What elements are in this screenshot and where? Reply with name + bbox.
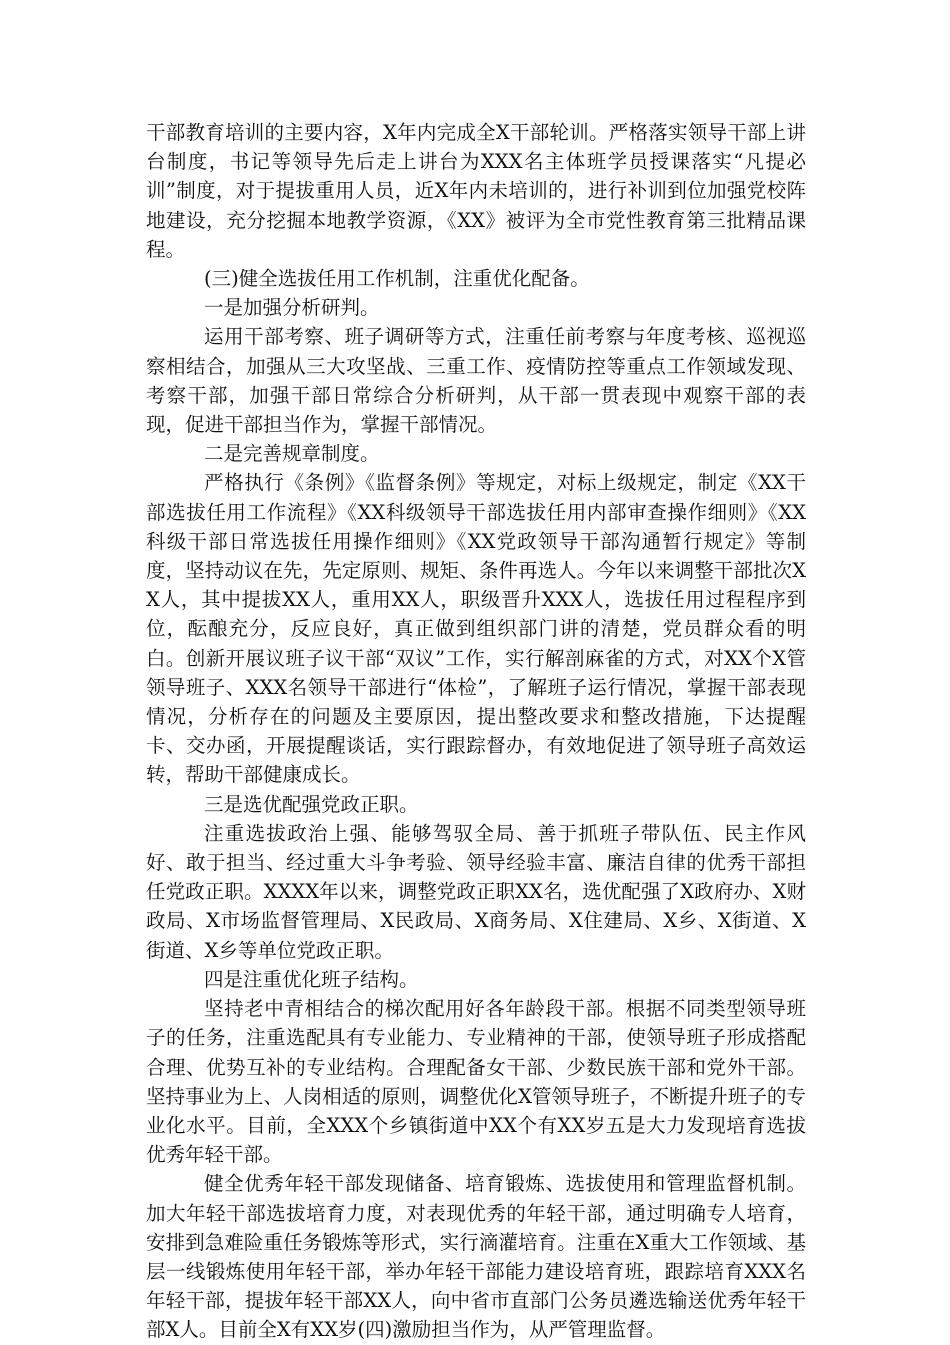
subheading-3: 三是选优配强党政正职。 [204, 792, 419, 816]
subheading-1: 一是加强分析研判。 [204, 296, 380, 320]
paragraph-analysis: 运用干部考察、班子调研等方式，注重任前考察与年度考核、巡视巡察相结合，加强从三大攻坚战、三重工作、疫情防控等重点工作领域发现、考察干部，加强干部日常综合分析研判，从干部一贯表现中观察干部的表现，促进干部担当作为，掌握干部情况。 [146, 325, 806, 437]
paragraph-leaders: 注重选拔政治上强、能够驾驭全局、善于抓班子带队伍、民主作风好、敢于担当、经过重大斗争考验、领导经验丰富、廉洁自律的优秀干部担任党政正职。XXXX年以来，调整党政正职XX名，选优配强了X政府办、X财政局、X市场监督管理局、X民政局、X商务局、X住建局、X乡、X街道、X街道、X乡等单位党政正职。 [146, 821, 806, 962]
subheading-2: 二是完善规章制度。 [204, 442, 380, 466]
paragraph-young-cadres: 健全优秀年轻干部发现储备、培育锻炼、选拔使用和管理监督机制。加大年轻干部选拔培育力度，对表现优秀的年轻干部，通过明确专人培育，安排到急难险重任务锻炼等形式，实行滴灌培育。注重在X重大工作领域、基层一线锻炼使用年轻干部，举办年轻干部能力建设培育班，跟踪培育XXX名年轻干部，提拔年轻干部XX人，向中省市直部门公务员遴选输送优秀年轻干部X人。目前全X有XX岁(四)激励担当作为，从严管理监督。 [146, 1172, 806, 1342]
paragraph-training: 干部教育培训的主要内容，X年内完成全X干部轮训。严格落实领导干部上讲台制度，书记等领导先后走上讲台为XXX名主体班学员授课落实“凡提必训”制度，对于提拔重用人员，近X年内未培训的，进行补训到位加强党校阵地建设，充分挖掘本地教学资源，《XX》被评为全市党性教育第三批精品课程。 [146, 121, 806, 261]
section-heading-3: (三)健全选拔任用工作机制，注重优化配备。 [204, 267, 590, 291]
paragraph-rules: 严格执行《条例》《监督条例》等规定，对标上级规定，制定《XX干部选拔任用工作流程》《XX科级领导干部选拔任用内部审查操作细则》《XX科级干部日常选拔任用操作细则》《XX党政领导干部沟通暂行规定》等制度，坚持动议在先，先定原则、规矩、条件再选人。今年以来调整干部批次XX人，其中提拔XX人，重用XX人，职级晋升XXX人，选拔任用过程程序到位，酝酿充分，反应良好，真正做到组织部门讲的清楚，党员群众看的明白。创新开展议班子议干部“双议”工作，实行解剖麻雀的方式，对XX个X管领导班子、XXX名领导干部进行“体检”，了解班子运行情况，掌握干部表现情况，分析存在的问题及主要原因，提出整改要求和整改措施，下达提醒卡、交办函，开展提醒谈话，实行跟踪督办，有效地促进了领导班子高效运转，帮助干部健康成长。 [146, 471, 806, 787]
document-body [146, 118, 806, 1345]
subheading-4: 四是注重优化班子结构。 [204, 967, 419, 991]
paragraph-structure: 坚持老中青相结合的梯次配用好各年龄段干部。根据不同类型领导班子的任务，注重选配具有专业能力、专业精神的干部，使领导班子形成搭配合理、优势互补的专业结构。合理配备女干部、少数民族干部和党外干部。坚持事业为上、人岗相适的原则，调整优化X管领导班子，不断提升班子的专业化水平。目前，全XXX个乡镇街道中XX个有XX岁五是大力发现培育选拔优秀年轻干部。 [146, 997, 806, 1167]
